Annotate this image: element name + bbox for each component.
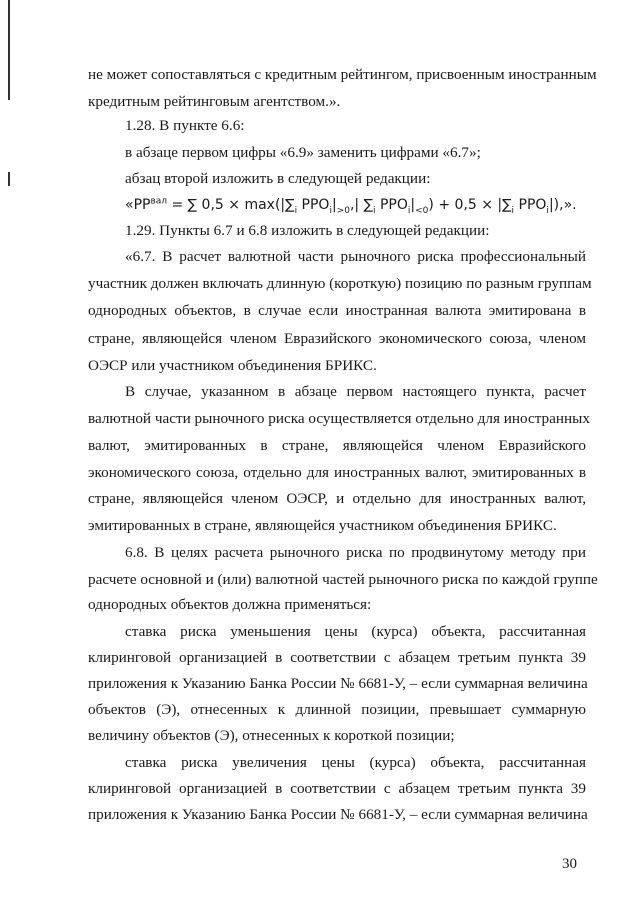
text-line: 1.28. В пункте 6.6: (125, 117, 245, 134)
formula-line: «$РР^{вал}$ = ∑ $0,5 \times \max(|\sum_i$ $РРО_i|_{>0},|$ $\sum_i$ $РРО_i|_{<0}) + 0,5 \times |\sum_i$ $РРО_i|$),». (125, 196, 577, 216)
formula-index: >0 (336, 205, 350, 216)
text-line: приложения к Указанию Банка России № 6681-У, – если суммарная величина (88, 806, 588, 823)
text-line: стране, являющейся членом ОЭСР, и отдельно для иностранных валют, (88, 490, 586, 507)
text-line: не может сопоставляться с кредитным рейтингом, присвоенным иностранным (88, 66, 597, 83)
text-line: кредитным рейтинговым агентством.». (88, 93, 341, 110)
text-line: в абзаце первом цифры «6.9» заменить цифрами «6.7»; (125, 144, 481, 161)
formula-part: = ∑ 0,5 × max(|∑ (167, 197, 295, 213)
formula-sup: вал (150, 196, 168, 207)
text-line: клиринговой организацией в соответствии с абзацем третьим пункта 39 (88, 780, 586, 797)
text-line: 6.8. В целях расчета рыночного риска по продвинутому методу при (125, 544, 586, 561)
formula-index: i (407, 205, 411, 216)
formula-index: i (511, 205, 515, 216)
formula-open: «РР (125, 197, 151, 213)
text-line: клиринговой организацией в соответствии с абзацем третьим пункта 39 (88, 649, 586, 666)
text-line: валютной части рыночного риска осуществляется отдельно для иностранных (88, 410, 590, 427)
text-line: «6.7. В расчет валютной части рыночного риска профессиональный (125, 248, 586, 265)
text-line: однородных объектов, в случае если иностранная валюта эмитирована в (88, 302, 586, 319)
text-line: ОЭСР или участником объединения БРИКС. (88, 357, 377, 374)
text-line: В случае, указанном в абзаце первом настоящего пункта, расчет (125, 383, 586, 400)
formula-part: РРО (297, 197, 330, 213)
page-number: 30 (562, 856, 577, 872)
formula-index: i (546, 205, 549, 216)
formula-part: РРО (375, 197, 408, 213)
text-line: абзац второй изложить в следующей редакции: (125, 170, 431, 187)
text-line: приложения к Указанию Банка России № 6681-У, – если суммарная величина (88, 675, 588, 692)
text-line: расчете основной и (или) валютной частей рыночного риска по каждой группе (88, 571, 598, 588)
scan-edge-mark (8, 172, 10, 186)
formula-index: i (329, 205, 332, 216)
text-line: 1.29. Пункты 6.7 и 6.8 изложить в следующей редакции: (125, 222, 490, 239)
text-line: эмитированных в стране, являющейся участником объединения БРИКС. (88, 517, 557, 534)
text-line: валют, эмитированных в стране, являющейся членом Евразийского (88, 437, 586, 454)
formula-part: ,| ∑ (349, 197, 374, 213)
formula-part: |),». (548, 197, 577, 213)
formula-part: ) + 0,5 × |∑ (428, 197, 512, 213)
formula-index: i (373, 205, 376, 216)
text-line: участник должен включать длинную (короткую) позицию по разным группам (88, 275, 592, 292)
text-line: экономического союза, отдельно для иностранных валют, эмитированных в (88, 464, 586, 481)
text-line: стране, являющейся членом Евразийского экономического союза, членом (88, 330, 586, 347)
text-line: ставка риска увеличения цены (курса) объекта, рассчитанная (125, 754, 586, 771)
formula-part: РРО (514, 197, 547, 213)
text-line: объектов (Э), отнесенных к длинной позиции, превышает суммарную (88, 701, 586, 718)
formula-index: <0 (415, 205, 429, 216)
text-line: ставка риска уменьшения цены (курса) объекта, рассчитанная (125, 623, 586, 640)
text-line: величину объектов (Э), отнесенных к короткой позиции; (88, 727, 455, 744)
scan-edge-mark (8, 0, 10, 100)
formula-index: i (294, 205, 298, 216)
text-line: однородных объектов должна применяться: (88, 596, 372, 613)
